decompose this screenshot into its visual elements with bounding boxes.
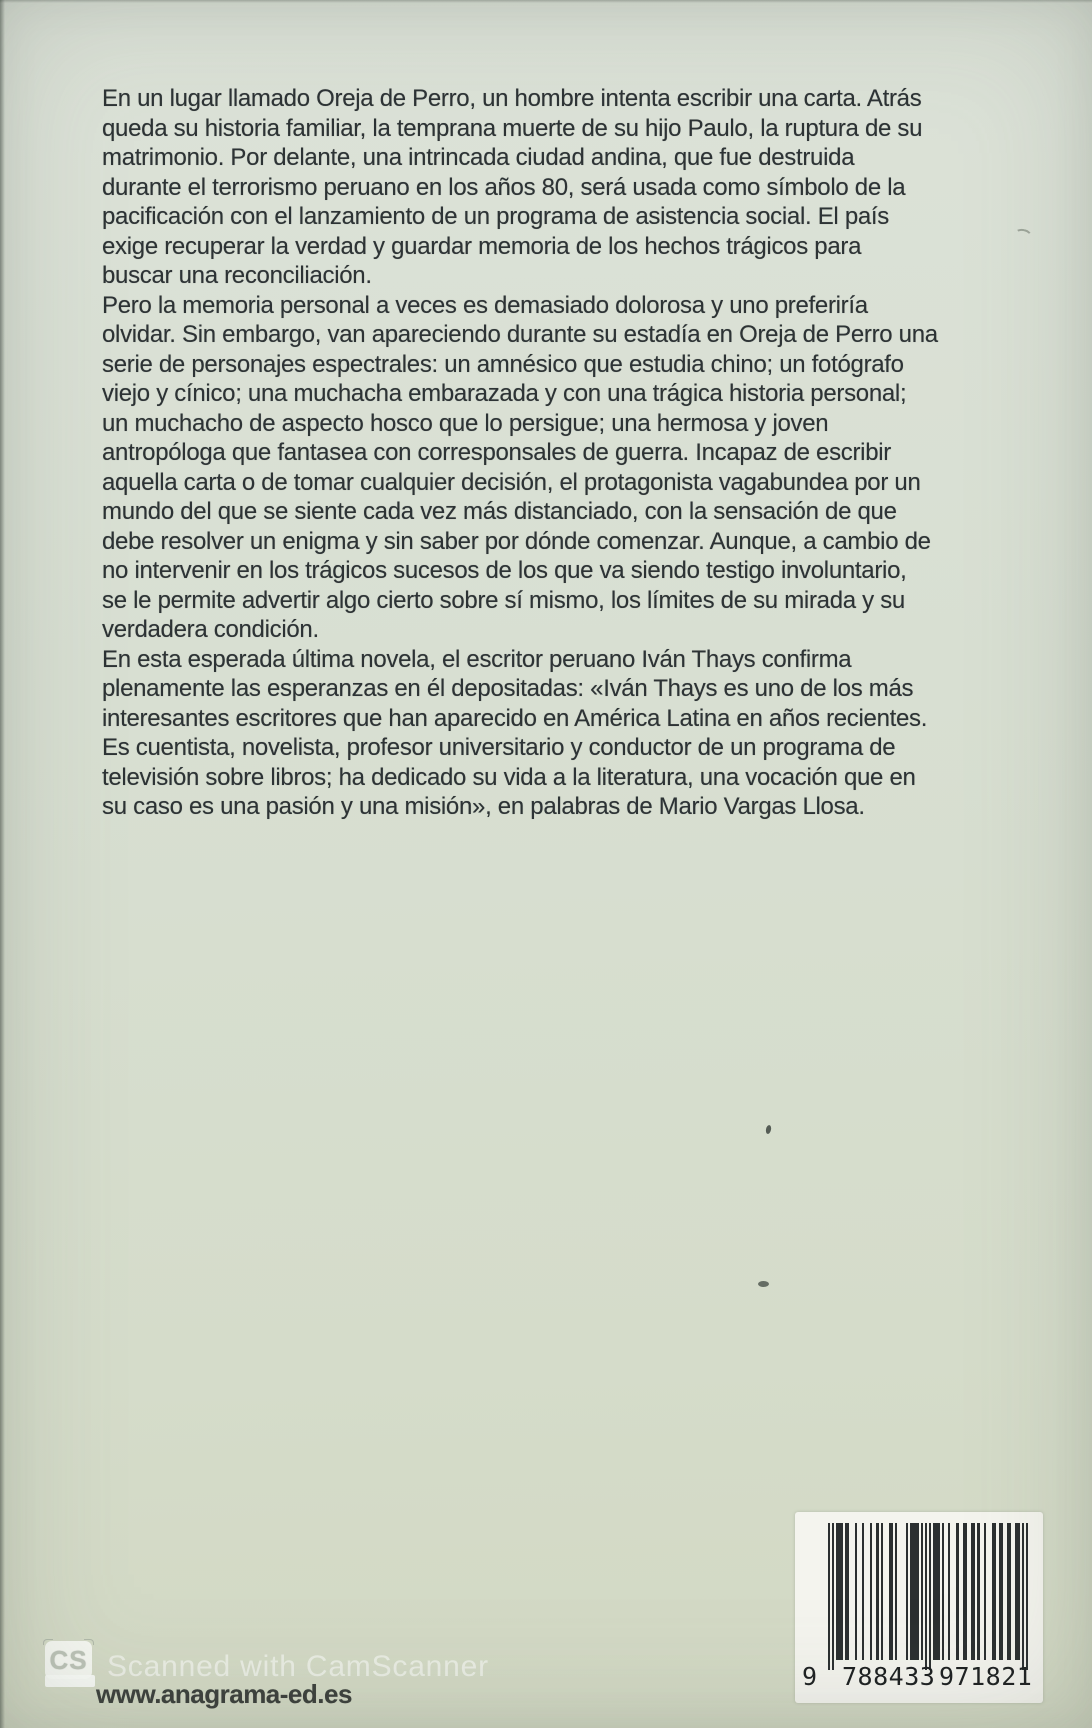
camscanner-logo-bar [45,1675,95,1687]
barcode-bar [925,1523,927,1670]
barcode-first-digit: 9 [802,1662,818,1691]
text-line: plenamente las esperanzas en él depositadas: «Iván Thays es uno de los más [102,675,914,702]
publisher-website: www.anagrama-ed.es [96,1679,352,1709]
text-line: serie de personajes espectrales: un amnésico que estudia chino; un fotógrafo [102,350,904,378]
barcode-bar [984,1523,986,1660]
text-line: viejo y cínico; una muchacha embarazada y con una trágica historia personal; [102,380,907,407]
barcode-bar [870,1523,872,1660]
barcode-bar [845,1523,849,1660]
text-line: televisión sobre libros; ha dedicado su vida a la literatura, una vocación que en [102,763,916,791]
text-line: queda su historia familiar, la temprana muerte de su hijo Paulo, la ruptura de su [102,114,923,142]
barcode-bar [1026,1523,1028,1670]
text-line: Pero la memoria personal a veces es demasiado dolorosa y uno preferiría [102,291,868,319]
barcode-bar [999,1523,1003,1660]
text-line: aquella carta o de tomar cualquier decisión, el protagonista vagabundea por un [102,468,921,496]
barcode-bar [963,1523,967,1660]
text-line: En esta esperada última novela, el escritor peruano Iván Thays confirma [102,645,852,673]
barcode-bar [942,1523,944,1660]
text-line: mundo del que se siente cada vez más distanciado, con la sensación de que [102,498,897,525]
barcode-bar [933,1523,939,1660]
text-line: un muchacho de aspecto hosco que lo persigue; una hermosa y joven [102,409,829,437]
barcode-bar [906,1523,908,1660]
barcode-bar [956,1523,958,1660]
paragraph [102,291,1052,645]
barcode-bar [921,1523,923,1660]
barcode-bar [992,1523,996,1660]
dust-speck [765,1125,772,1135]
barcode-left-group: 788433 [842,1662,936,1691]
barcode-digits [795,1662,1043,1694]
barcode-bar [836,1523,842,1660]
text-line: exige recuperar la verdad y guardar memoria de los hechos trágicos para [102,232,862,260]
photo-edge-shadow [0,0,5,1728]
barcode-label [795,1512,1043,1703]
barcode-bar [862,1523,864,1660]
barcode-bar [832,1523,834,1670]
photo-edge-shadow [0,0,1092,3]
synopsis-text [102,84,1052,822]
barcode-bar [971,1523,975,1660]
text-line: En un lugar llamado Oreja de Perro, un hombre intenta escribir una carta. Atrás [102,85,922,112]
barcode-bar [1015,1523,1019,1660]
barcode-bar [1007,1523,1011,1660]
text-line: antropóloga que fantasea con corresponsales de guerra. Incapaz de escribir [102,439,891,466]
camscanner-watermark-text: Scanned with CamScanner [107,1650,489,1683]
barcode-bar [910,1523,918,1660]
text-line: buscar una reconciliación. [102,262,372,289]
barcode-bar [948,1523,950,1660]
ean13-barcode [828,1523,1028,1670]
text-line: Es cuentista, novelista, profesor universitario y conductor de un programa de [102,734,896,761]
camscanner-logo-icon [45,1641,92,1679]
barcode-bar [1022,1523,1024,1670]
barcode-bar [855,1523,857,1660]
paragraph [102,645,1052,822]
paragraph [102,84,1052,291]
barcode-bar [895,1523,897,1660]
barcode-bar [977,1523,979,1660]
dust-speck [758,1281,769,1287]
text-line: debe resolver un enigma y sin saber por dónde comenzar. Aunque, a cambio de [102,527,931,555]
barcode-right-group: 971821 [939,1662,1033,1691]
barcode-bar [828,1523,830,1670]
barcode-bar [889,1523,893,1660]
barcode-bar [929,1523,931,1670]
text-line: durante el terrorismo peruano en los años 80, será usada como símbolo de la [102,173,906,201]
camscanner-logo-text: CS [49,1644,88,1675]
text-line: verdadera condición. [102,616,319,643]
barcode-bar [881,1523,883,1660]
text-line: no intervenir en los trágicos sucesos de los que va siendo testigo involuntario, [102,557,907,584]
text-line: interesantes escritores que han aparecido en América Latina en años recientes. [102,704,928,732]
text-line: se le permite advertir algo cierto sobre sí mismo, los límites de su mirada y su [102,586,905,614]
text-line: olvidar. Sin embargo, van apareciendo durante su estadía en Oreja de Perro una [102,321,938,348]
text-line: su caso es una pasión y una misión», en palabras de Mario Vargas Llosa. [102,793,865,820]
barcode-bar [876,1523,878,1660]
text-line: pacificación con el lanzamiento de un programa de asistencia social. El país [102,203,889,230]
text-line: matrimonio. Por delante, una intrincada ciudad andina, que fue destruida [102,144,855,171]
